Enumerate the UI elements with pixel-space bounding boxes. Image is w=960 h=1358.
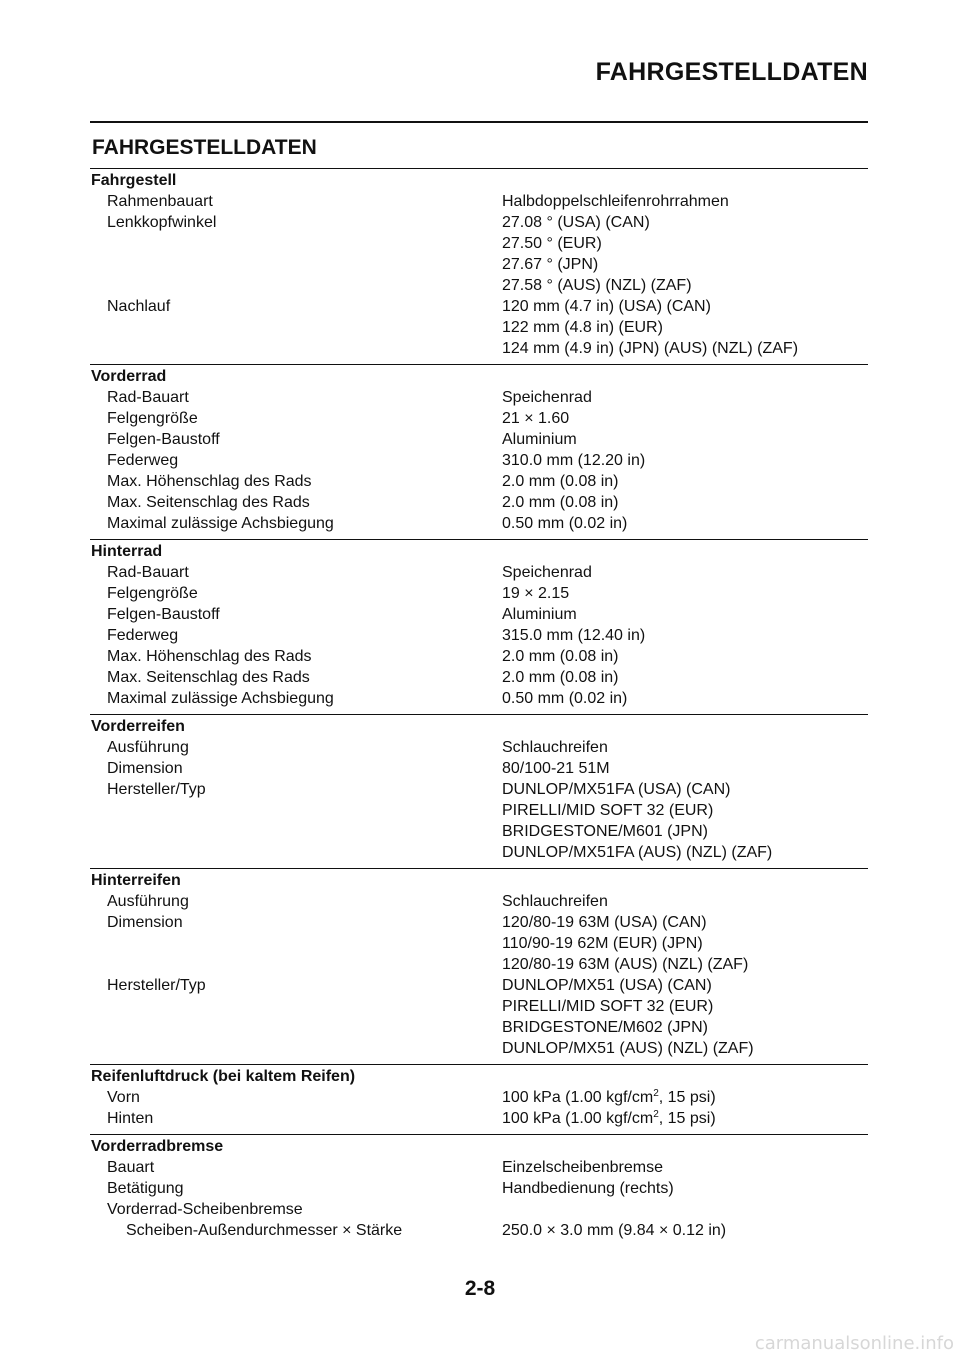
watermark: carmanualsonline.info (754, 1333, 954, 1354)
spec-value: Handbedienung (rechts) (502, 1180, 674, 1197)
spec-values (502, 646, 868, 667)
spec-value: 120/80-19 63M (USA) (CAN) (502, 914, 707, 931)
spec-label: Max. Seitenschlag des Rads (107, 669, 310, 686)
spec-label: Felgen-Baustoff (107, 431, 220, 448)
spec-row (90, 758, 868, 779)
spec-values (502, 1108, 868, 1129)
spec-value: Schlauchreifen (502, 739, 608, 756)
spec-row (90, 387, 868, 408)
spec-value: 122 mm (4.8 in) (EUR) (502, 319, 663, 336)
spec-value: 120 mm (4.7 in) (USA) (CAN) (502, 298, 711, 315)
spec-value: Speichenrad (502, 564, 592, 581)
spec-label: Hersteller/Typ (107, 977, 206, 994)
spec-value: DUNLOP/MX51FA (AUS) (NZL) (ZAF) (502, 844, 773, 861)
spec-value: Schlauchreifen (502, 893, 608, 910)
spec-value: 27.67 ° (JPN) (502, 256, 599, 273)
header-divider (90, 121, 868, 123)
spec-label: Rad-Bauart (107, 389, 189, 406)
spec-value: 310.0 mm (12.20 in) (502, 452, 646, 469)
spec-label: Ausführung (107, 893, 189, 910)
spec-label: Betätigung (107, 1180, 184, 1197)
page-number: 2-8 (464, 1277, 496, 1300)
spec-row (90, 513, 868, 534)
spec-value: 2.0 mm (0.08 in) (502, 473, 619, 490)
spec-values (502, 1087, 868, 1108)
spec-row (90, 1199, 868, 1220)
spec-values (502, 667, 868, 688)
spec-row (90, 1220, 868, 1241)
spec-label: Vorderrad-Scheibenbremse (107, 1201, 303, 1218)
spec-value: 120/80-19 63M (AUS) (NZL) (ZAF) (502, 956, 749, 973)
spec-value: 315.0 mm (12.40 in) (502, 627, 646, 644)
spec-values (502, 471, 868, 492)
spec-label: Hinten (107, 1110, 154, 1127)
spec-value: 27.08 ° (USA) (CAN) (502, 214, 650, 231)
spec-value: 2.0 mm (0.08 in) (502, 669, 619, 686)
spec-label: Max. Höhenschlag des Rads (107, 473, 312, 490)
spec-row (90, 667, 868, 688)
spec-value-text: , 15 psi) (658, 1089, 716, 1106)
spec-value: Einzelscheibenbremse (502, 1159, 663, 1176)
spec-row (90, 1108, 868, 1129)
spec-label: Max. Höhenschlag des Rads (107, 648, 312, 665)
spec-label: Maximal zulässige Achsbiegung (107, 690, 334, 707)
spec-values (502, 779, 868, 863)
spec-row (90, 583, 868, 604)
spec-group-title: Vorderreifen (91, 718, 185, 735)
spec-value: Aluminium (502, 606, 577, 623)
spec-group-title: Hinterrad (91, 543, 163, 560)
spec-value: PIRELLI/MID SOFT 32 (EUR) (502, 802, 714, 819)
spec-value: DUNLOP/MX51 (AUS) (NZL) (ZAF) (502, 1040, 754, 1057)
spec-label: Felgen-Baustoff (107, 606, 220, 623)
spec-row (90, 779, 868, 863)
spec-value: 124 mm (4.9 in) (JPN) (AUS) (NZL) (ZAF) (502, 340, 799, 357)
spec-value (502, 1108, 868, 1129)
spec-group (90, 1064, 868, 1134)
spec-group-title: Vorderradbremse (91, 1138, 224, 1155)
spec-value: 250.0 × 3.0 mm (9.84 × 0.12 in) (502, 1222, 727, 1239)
spec-values (502, 975, 868, 1059)
spec-row (90, 912, 868, 975)
spec-label: Federweg (107, 452, 179, 469)
spec-value: Speichenrad (502, 389, 592, 406)
spec-label: Felgengröße (107, 410, 198, 427)
spec-value: Halbdoppelschleifenrohrrahmen (502, 193, 729, 210)
spec-label: Dimension (107, 760, 183, 777)
spec-label: Hersteller/Typ (107, 781, 206, 798)
section-title: FAHRGESTELLDATEN (92, 136, 317, 159)
spec-values (502, 191, 868, 212)
spec-values (502, 583, 868, 604)
spec-values (502, 758, 868, 779)
spec-row (90, 191, 868, 212)
spec-values (502, 625, 868, 646)
spec-value: 110/90-19 62M (EUR) (JPN) (502, 935, 703, 952)
spec-row (90, 408, 868, 429)
spec-value: DUNLOP/MX51FA (USA) (CAN) (502, 781, 731, 798)
spec-label: Federweg (107, 627, 179, 644)
spec-values (502, 737, 868, 758)
spec-table (90, 168, 868, 1246)
spec-value: Aluminium (502, 431, 577, 448)
unit-superscript: 2 (653, 1109, 659, 1120)
spec-label: Ausführung (107, 739, 189, 756)
spec-group (90, 539, 868, 714)
spec-row (90, 646, 868, 667)
spec-label: Nachlauf (107, 298, 171, 315)
spec-value (502, 1087, 868, 1108)
spec-group (90, 1134, 868, 1246)
page-header-title: FAHRGESTELLDATEN (595, 58, 868, 86)
spec-row (90, 1178, 868, 1199)
spec-row (90, 737, 868, 758)
spec-values (502, 891, 868, 912)
spec-label: Scheiben-Außendurchmesser × Stärke (126, 1222, 403, 1239)
spec-values (502, 450, 868, 471)
spec-row (90, 625, 868, 646)
spec-values (502, 296, 868, 359)
spec-value: 2.0 mm (0.08 in) (502, 648, 619, 665)
spec-value: 2.0 mm (0.08 in) (502, 494, 619, 511)
spec-values (502, 1157, 868, 1178)
spec-value: BRIDGESTONE/M602 (JPN) (502, 1019, 708, 1036)
spec-values (502, 387, 868, 408)
spec-group-title: Fahrgestell (91, 172, 177, 189)
spec-label: Rahmenbauart (107, 193, 213, 210)
spec-label: Maximal zulässige Achsbiegung (107, 515, 334, 532)
spec-label: Max. Seitenschlag des Rads (107, 494, 310, 511)
spec-group (90, 868, 868, 1064)
spec-values (502, 408, 868, 429)
spec-values (502, 688, 868, 709)
spec-row (90, 492, 868, 513)
spec-values (502, 1178, 868, 1199)
spec-value: DUNLOP/MX51 (USA) (CAN) (502, 977, 712, 994)
spec-value: 0.50 mm (0.02 in) (502, 690, 628, 707)
spec-values (502, 1199, 868, 1220)
spec-row (90, 296, 868, 359)
spec-label: Lenkkopfwinkel (107, 214, 217, 231)
spec-value: PIRELLI/MID SOFT 32 (EUR) (502, 998, 714, 1015)
spec-row (90, 975, 868, 1059)
spec-value-text: 100 kPa (1.00 kgf/cm (502, 1089, 654, 1106)
spec-value-text: , 15 psi) (658, 1110, 716, 1127)
spec-label: Dimension (107, 914, 183, 931)
spec-values (502, 513, 868, 534)
spec-label: Felgengröße (107, 585, 198, 602)
spec-group-title: Hinterreifen (91, 872, 181, 889)
spec-value: 80/100-21 51M (502, 760, 610, 777)
spec-row (90, 688, 868, 709)
spec-group (90, 364, 868, 539)
spec-group-title: Vorderrad (91, 368, 167, 385)
spec-values (502, 604, 868, 625)
spec-values (502, 912, 868, 975)
spec-row (90, 429, 868, 450)
spec-values (502, 562, 868, 583)
spec-values (502, 1220, 868, 1241)
spec-value: 27.50 ° (EUR) (502, 235, 602, 252)
spec-row (90, 604, 868, 625)
spec-group (90, 714, 868, 868)
spec-values (502, 492, 868, 513)
spec-value: 19 × 2.15 (502, 585, 570, 602)
spec-values (502, 429, 868, 450)
spec-value: 0.50 mm (0.02 in) (502, 515, 628, 532)
spec-row (90, 450, 868, 471)
spec-group-title: Reifenluftdruck (bei kaltem Reifen) (91, 1068, 356, 1085)
spec-label: Vorn (107, 1089, 140, 1106)
spec-value: 27.58 ° (AUS) (NZL) (ZAF) (502, 277, 692, 294)
spec-value: 21 × 1.60 (502, 410, 570, 427)
spec-label: Rad-Bauart (107, 564, 189, 581)
spec-row (90, 891, 868, 912)
spec-value: BRIDGESTONE/M601 (JPN) (502, 823, 708, 840)
spec-row (90, 1087, 868, 1108)
spec-label: Bauart (107, 1159, 155, 1176)
spec-row (90, 1157, 868, 1178)
spec-row (90, 562, 868, 583)
unit-superscript: 2 (653, 1088, 659, 1099)
spec-group (90, 168, 868, 364)
spec-row (90, 471, 868, 492)
spec-values (502, 212, 868, 296)
spec-row (90, 212, 868, 296)
spec-value-text: 100 kPa (1.00 kgf/cm (502, 1110, 654, 1127)
